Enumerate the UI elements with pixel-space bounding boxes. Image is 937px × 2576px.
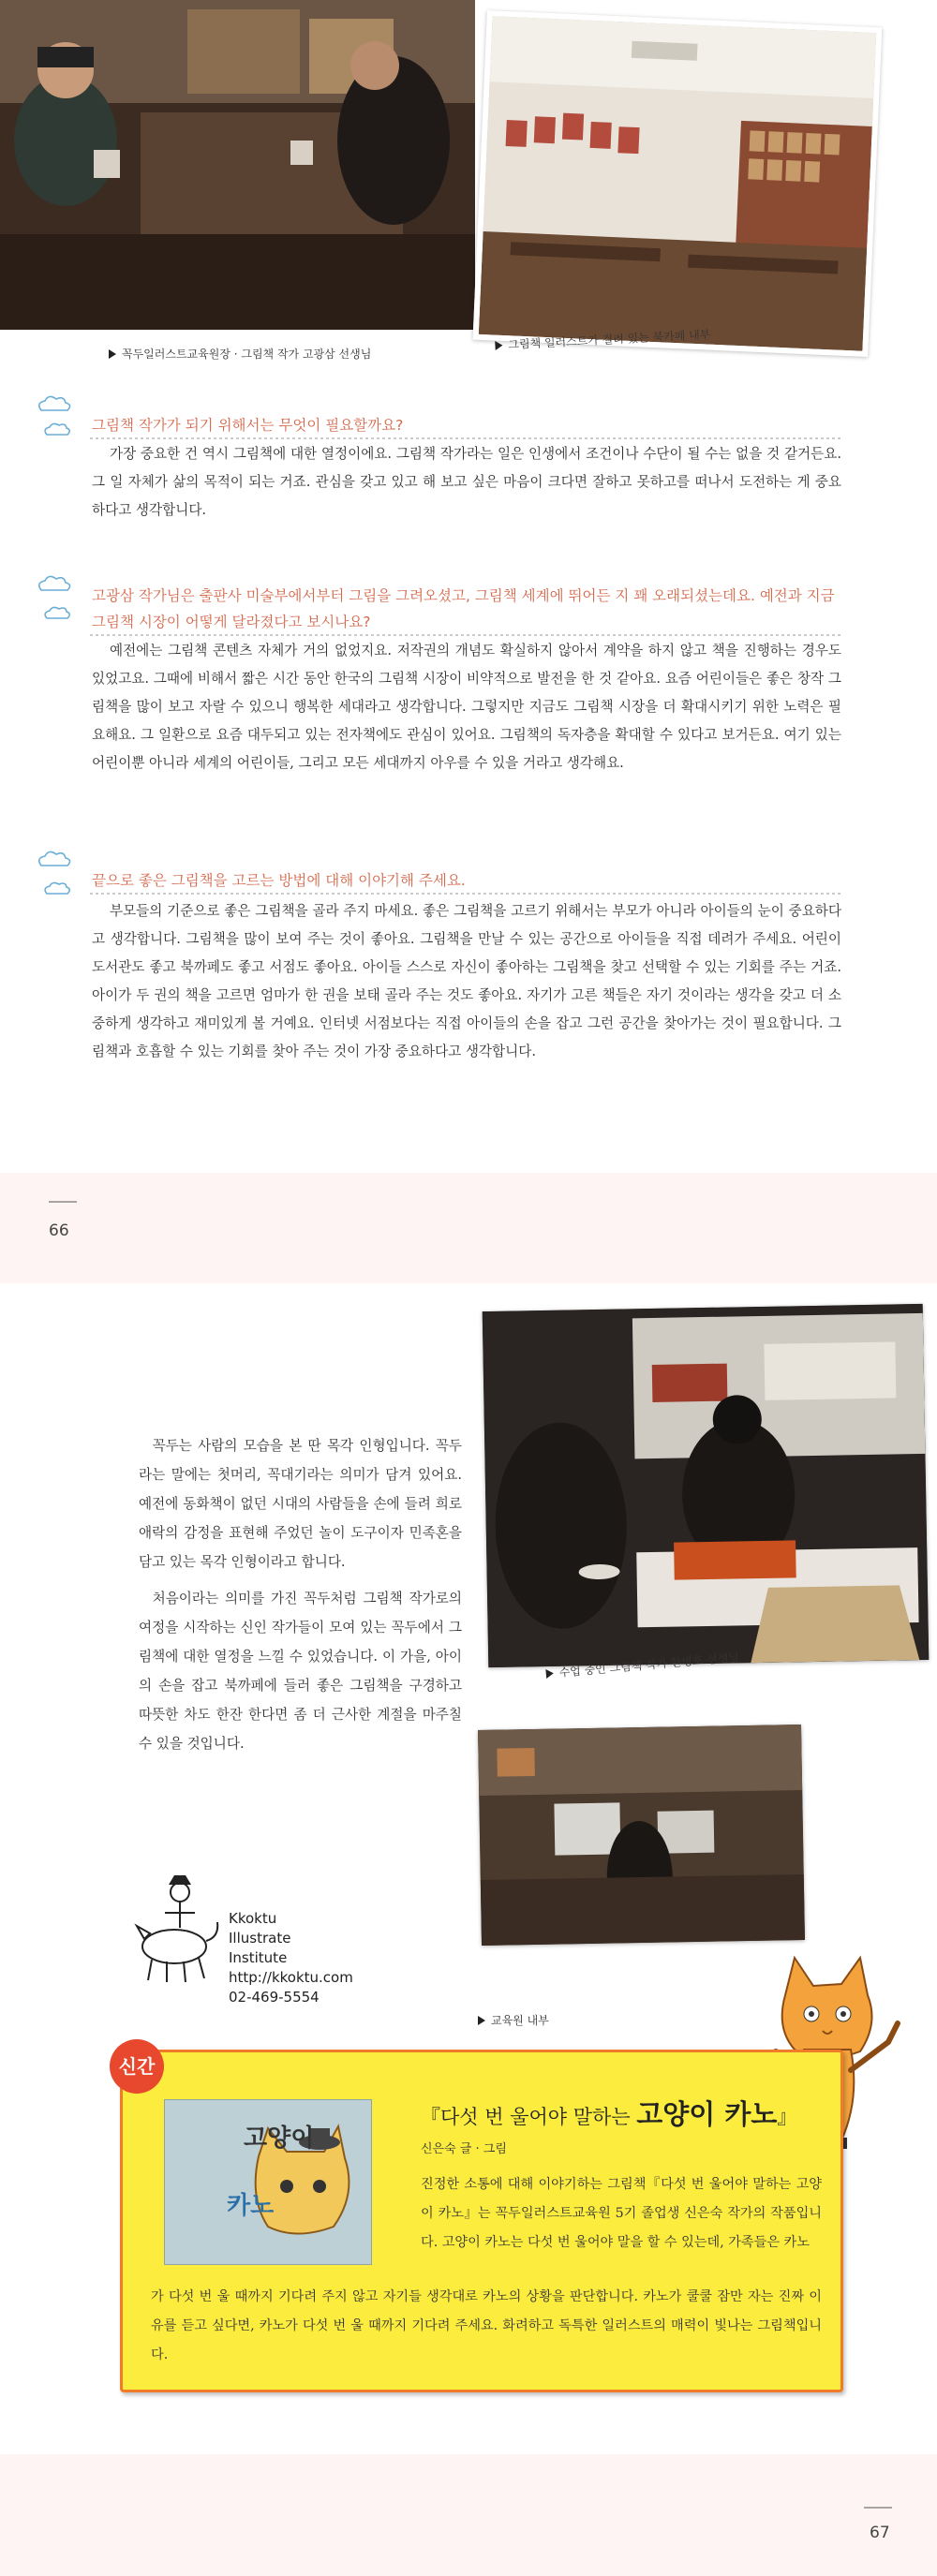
page-number-66: 66 (49, 1221, 69, 1240)
cloud-icon (34, 849, 82, 901)
triangle-bullet-icon (495, 341, 503, 350)
question-2: 고광삼 작가님은 출판사 미술부에서부터 그림을 그려오셨고, 그림책 세계에 뛰어든 지 꽤 오래되셨는데요. 예전과 지금 그림책 시장이 어떻게 달라졌다고 보시나요? (92, 587, 835, 630)
new-book-box (120, 2050, 843, 2392)
book-title-prefix: 『다섯 번 울어야 말하는 (421, 2106, 637, 2128)
book-cover-title-2: 카노 (227, 2192, 275, 2220)
answer-1: 가장 중요한 건 역시 그림책에 대한 열정이에요. 그림책 작가라는 일은 인생에서 조건이나 수단이 될 수는 없을 것 같거든요. 그 일 자체가 삶의 목적이 되는 거죠. 관심을 갖고 있고 해 보고 싶은 마음이 크다면 잘하고 못하고를 떠나서 도전하는 게 중요하다고 생각합니다. (92, 446, 841, 518)
cloud-icon (34, 393, 82, 442)
class-illustration (483, 1304, 930, 1667)
triangle-bullet-icon (545, 1668, 554, 1679)
book-title (421, 2094, 796, 2132)
intro-paragraph-2: 처음이라는 의미를 가진 꼭두처럼 그림책 작가로의 여정을 시작하는 신인 작가들이 모여 있는 꼭두에서 그림책에 대한 열정을 느낄 수 있었습니다. 이 가을, 아이의 손을 잡고 북까페에 들러 좋은 그림책을 구경하고 따뜻한 차도 한잔 한다면 좀 더 근사한 계절을 마주칠 수 있을 것입니다. (139, 1591, 462, 1752)
kkoktu-url: http://kkoktu.com (229, 1969, 353, 1986)
cafe-interview-illustration (0, 0, 475, 330)
book-author: 신은숙 글 · 그림 (421, 2142, 507, 2156)
kkoktu-logo-icon (131, 1873, 221, 1984)
logo-line-3: Institute (229, 1949, 288, 1966)
triangle-bullet-icon (109, 349, 116, 359)
page-number-rule (49, 1201, 77, 1203)
office-illustration (478, 1725, 805, 1946)
question-divider (90, 892, 843, 896)
kkoktu-logo-text (229, 1909, 353, 2007)
caption-left-text: 꼭두일러스트교육원장 · 그림책 작가 고광삼 선생님 (122, 348, 372, 361)
triangle-bullet-icon (478, 2016, 485, 2025)
page-footer-band (0, 1173, 937, 1283)
intro-text (139, 1431, 462, 1766)
book-title-suffix: 』 (777, 2106, 797, 2128)
photo-class-in-session (483, 1304, 930, 1667)
caption-right-text: 그림책 일러스트가 걸려 있는 북카페 내부 (508, 327, 711, 352)
logo-line-2: Illustrate (229, 1930, 291, 1947)
photo-interview-cafe (0, 0, 475, 330)
photo-office-interior (478, 1725, 805, 1946)
book-description-1: 진정한 소통에 대해 이야기하는 그림책『다섯 번 울어야 말하는 고양이 카노』는 꼭두일러스트교육원 5기 졸업생 신은숙 작가의 작품입니다. 고양이 카노는 다섯 번 울어야 말을 할 수 있는데, 가족들은 카노 (421, 2177, 822, 2250)
caption-left (109, 346, 371, 362)
intro-paragraph-1: 꼭두는 사람의 모습을 본 딴 목각 인형입니다. 꼭두라는 말에는 첫머리, 꼭대기라는 의미가 담겨 있어요. 예전에 동화책이 없던 시대의 사람들을 손에 들려 희로애락의 감정을 표현해 주었던 놀이 도구이자 민족혼을 담고 있는 목각 인형이라고 합니다. (139, 1438, 462, 1570)
caption-office-text: 교육원 내부 (491, 2014, 549, 2027)
bookcafe-illustration (479, 16, 876, 351)
page-footer-band (0, 2454, 937, 2576)
book-title-main: 고양이 카노 (636, 2098, 778, 2130)
cloud-icon (34, 573, 82, 626)
answer-2: 예전에는 그림책 콘텐츠 자체가 거의 없었지요. 저작권의 개념도 확실하지 않아서 계약을 하지 않고 책을 진행하는 경우도 있었고요. 그때에 비해서 짧은 시간 동안 한국의 그림책 시장이 비약적으로 발전을 한 것 같아요. 요즘 어린이들은 좋은 창작 그림책을 많이 보고 자랄 수 있으니 행복한 세대라고 생각합니다. 그렇지만 지금도 그림책 시장을 더 확대시키기 위한 노력은 필요해요. 그 일환으로 요즘 대두되고 있는 전자책에도 관심이 있어요. 그림책의 독자층을 확대할 수 있다고 보거든요. 여기 있는 어린이뿐 아니라 세계의 어린이들, 그리고 모든 세대까지 아우를 수 있을 거라고 생각해요. (92, 643, 841, 771)
question-3: 끝으로 좋은 그림책을 고르는 방법에 대해 이야기해 주세요. (92, 872, 466, 889)
answer-3: 부모들의 기준으로 좋은 그림책을 골라 주지 마세요. 좋은 그림책을 고르기 위해서는 부모가 아니라 아이들의 눈이 중요하다고 생각합니다. 그림책을 많이 보여 주는 것이 좋아요. 그림책을 만날 수 있는 공간으로 아이들을 직접 데려가 주세요. 어린이 도서관도 좋고 북까페도 좋고 서점도 좋아요. 아이들 스스로 자신이 좋아하는 그림책을 찾고 선택할 수 있는 기회를 주는 거죠. 아이가 두 권의 책을 고르면 엄마가 한 권을 보태 골라 주는 것도 좋아요. 자기가 고른 책들은 자기 것이라는 생각을 갖고 더 소중하게 생각하고 재미있게 볼 거예요. 인터넷 서점보다는 직접 아이들의 손을 잡고 그런 공간을 찾아가는 것이 필요합니다. 그림책과 호흡할 수 있는 기회를 찾아 주는 것이 가장 중요하다고 생각합니다. (92, 903, 841, 1059)
new-badge: 신간 (110, 2039, 164, 2094)
kkoktu-phone: 02-469-5554 (229, 1989, 320, 2006)
question-1: 그림책 작가가 되기 위해서는 무엇이 필요할까요? (92, 417, 404, 434)
page-number-67: 67 (870, 2524, 890, 2542)
book-description-2: 가 다섯 번 울 때까지 기다려 주지 않고 자기들 생각대로 카노의 상황을 판단합니다. 카노가 쿨쿨 잠만 자는 진짜 이유를 듣고 싶다면, 카노가 다섯 번 울 때까지 기다려 주세요. 화려하고 독특한 일러스트의 매력이 빛나는 그림책입니다. (151, 2289, 822, 2362)
book-cover (164, 2099, 372, 2265)
book-cover-title-1: 고양이 (244, 2124, 315, 2153)
photo-bookcafe-interior (473, 10, 883, 357)
caption-class-text: 수업 중인 그림책 작가 한병호 선생님 (558, 1650, 740, 1680)
logo-line-1: Kkoktu (229, 1910, 277, 1927)
page-number-rule (864, 2507, 892, 2509)
caption-office (478, 2012, 549, 2028)
